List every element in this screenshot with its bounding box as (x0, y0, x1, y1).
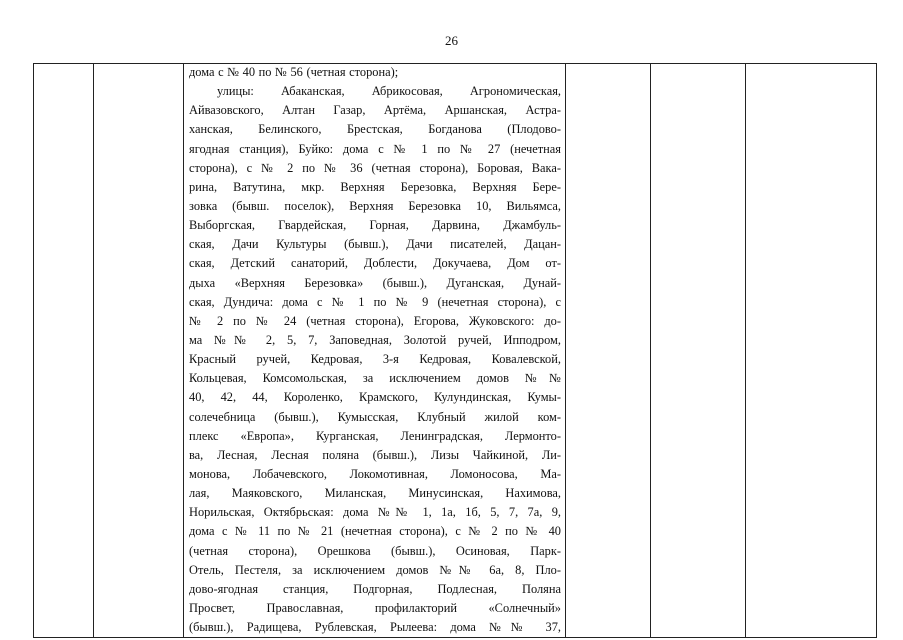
text-line: ханская, Белинского, Брестская, Богданова (Плодово- (189, 122, 561, 137)
text-line: улицы: Абаканская, Абрикосовая, Агрономическая, (217, 84, 561, 99)
text-line: ская, Дундича: дома с № 1 по № 9 (нечетная сторона), с (189, 294, 561, 309)
text-line: Просвет, Православная, профилакторий «Солнечный» (189, 600, 561, 615)
text-line: Норильская, Октябрьская: дома №№ 1, 1а, 1б, 5, 7, 7а, 9, (189, 505, 561, 520)
text-line: монова, Лобачевского, Локомотивная, Ломоносова, Ма- (189, 466, 561, 481)
text-line: лая, Маяковского, Миланская, Минусинская, Нахимова, (189, 486, 561, 501)
text-line: рина, Ватутина, мкр. Верхняя Березовка, Верхняя Бере- (189, 179, 561, 194)
text-line: ва, Лесная, Лесная поляна (бывш.), Лизы Чайкиной, Ли- (189, 447, 561, 462)
page-number: 26 (445, 33, 458, 48)
table-cell-empty-5 (746, 64, 877, 638)
text-line: зовка (бывш. поселок), Верхняя Березовка 10, Вильямса, (189, 198, 561, 213)
text-line: дома с № 11 по № 21 (нечетная сторона), с № 2 по № 40 (189, 524, 561, 539)
text-line: 40, 42, 44, Короленко, Крамского, Кулундинская, Кумы- (189, 390, 561, 405)
text-line: сторона), с № 2 по № 36 (четная сторона), Боровая, Вака- (189, 160, 561, 175)
text-line: солечебница (бывш.), Кумысская, Клубный жилой ком- (189, 409, 561, 424)
text-line: Кольцевая, Комсомольская, за исключением домов №№ (189, 371, 561, 386)
text-line: ягодная станция), Буйко: дома с № 1 по № 27 (нечетная (189, 141, 561, 156)
text-line: дово-ягодная станция, Подгорная, Подлесная, Поляна (189, 581, 561, 596)
table-cell-empty-3 (566, 64, 651, 638)
table-cell-empty-4 (651, 64, 746, 638)
text-line: № 2 по № 24 (четная сторона), Егорова, Жуковского: до- (189, 313, 561, 328)
text-line: Айвазовского, Алтан Газар, Артёма, Аршанская, Астра- (189, 103, 561, 118)
table-cell-empty-2 (94, 64, 184, 638)
table-cell-empty-1 (34, 64, 94, 638)
address-list-text (189, 63, 561, 637)
text-line: дыха «Верхняя Березовка» (бывш.), Дуганская, Дунай- (189, 275, 561, 290)
text-line: (бывш.), Радищева, Рублевская, Рылеева: дома №№ 37, (189, 620, 561, 635)
document-table (33, 63, 877, 638)
text-line: дома с № 40 по № 56 (четная сторона); (189, 65, 399, 79)
text-line: Красный ручей, Кедровая, 3-я Кедровая, Ковалевской, (189, 352, 561, 367)
text-line: ма №№ 2, 5, 7, Заповедная, Золотой ручей, Ипподром, (189, 332, 561, 347)
text-line: Выборгская, Гвардейская, Горная, Дарвина, Джамбуль- (189, 218, 561, 233)
table-cell-address-list (184, 64, 566, 638)
text-line: ская, Детский санаторий, Доблести, Докучаева, Дом от- (189, 256, 561, 271)
text-line: плекс «Европа», Курганская, Ленинградская, Лермонто- (189, 428, 561, 443)
table-row (34, 64, 877, 638)
text-line: (четная сторона), Орешкова (бывш.), Осиновая, Парк- (189, 543, 561, 558)
text-line: Отель, Пестеля, за исключением домов №№ 6а, 8, Пло- (189, 562, 561, 577)
text-line: ская, Дачи Культуры (бывш.), Дачи писателей, Дацан- (189, 237, 561, 252)
